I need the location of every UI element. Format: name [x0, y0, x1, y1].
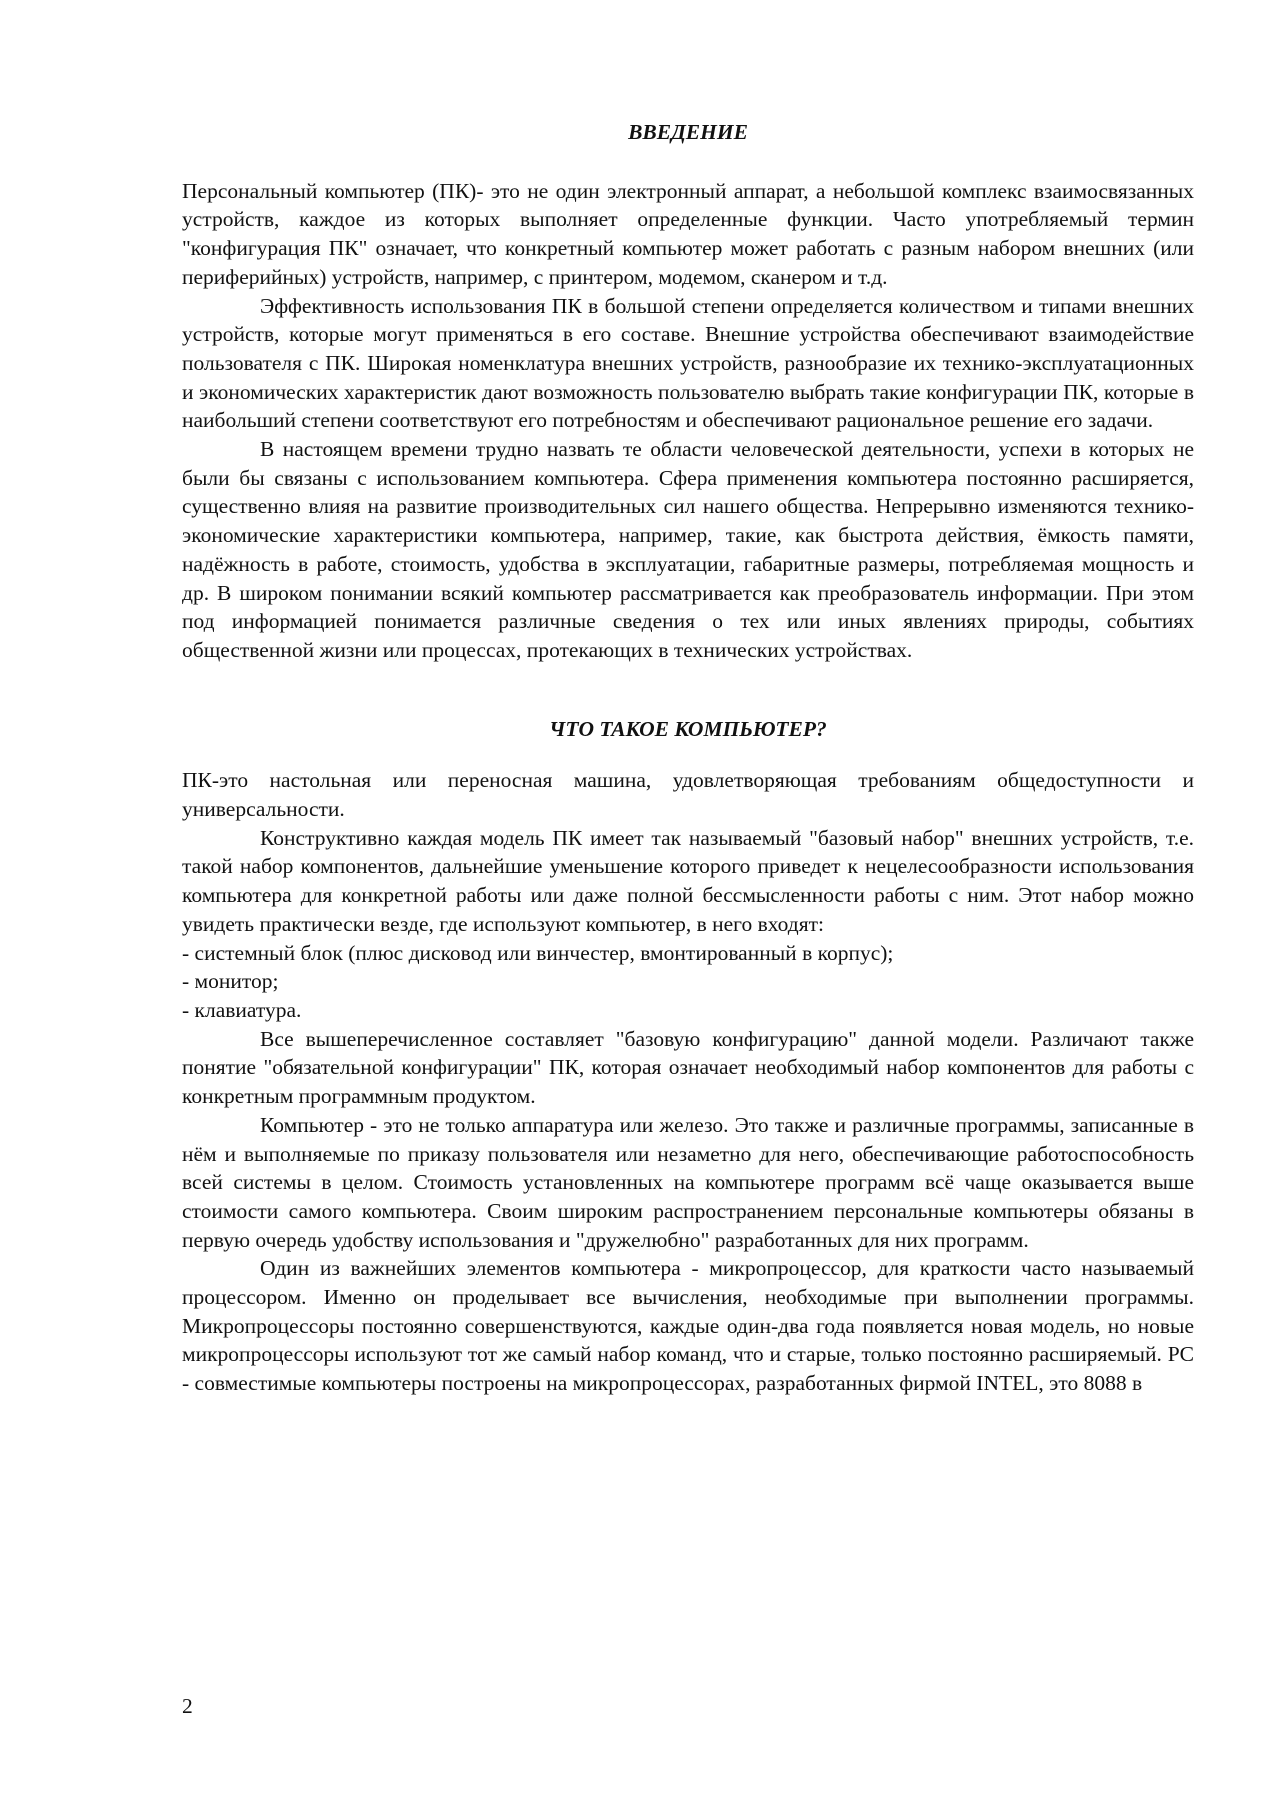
paragraph: Эффективность использования ПК в большой степени определяется количеством и типами внешних устройств, которые могут применяться в его составе. Внешние устройства обеспечивают взаимодействие пользователя с ПК. Широкая номенклатура внешних устройств, разнообразие их технико-эксплуатационных и экономических характеристик дают возможность пользователю выбрать такие конфигурации ПК, которые в наибольший степени соответствуют его потребностям и обеспечивают рациональное решение его задачи.	[182, 293, 1194, 433]
section-heading-what-is-computer: ЧТО ТАКОЕ КОМПЬЮТЕР?	[549, 716, 827, 741]
list-item: - системный блок (плюс дисковод или винчестер, вмонтированный в корпус);	[182, 940, 894, 965]
list-item: - монитор;	[182, 969, 279, 994]
document-page	[182, 118, 1194, 1398]
list-item: - клавиатура.	[182, 997, 302, 1022]
paragraph: Все вышеперечисленное составляет "базовую конфигурацию" данной модели. Различают также понятие "обязательной конфигурации" ПК, которая означает необходимый набор компонентов для работы с конкретным программным продуктом.	[182, 1026, 1194, 1109]
paragraph: Один из важнейших элементов компьютера - микропроцессор, для краткости часто называемый процессором. Именно он проделывает все вычисления, необходимые при выполнении программы. Микропроцессоры постоянно совершенствуются, каждые один-два года появляется новая модель, но новые микропроцессоры используют тот же самый набор команд, что и старые, только постоянно расширяемый. PC - совместимые компьютеры построены на микропроцессорах, разработанных фирмой INTEL, это 8088 в	[182, 1256, 1194, 1396]
paragraph: ПК-это настольная или переносная машина, удовлетворяющая требованиям общедоступности и универсальности.	[182, 768, 1194, 822]
paragraph: Персональный компьютер (ПК)- это не один электронный аппарат, а небольшой комплекс взаимосвязанных устройств, каждое из которых выполняет определенные функции. Часто употребляемый термин "конфигурация ПК" означает, что конкретный компьютер может работать с разным набором внешних (или периферийных) устройств, например, с принтером, модемом, сканером и т.д.	[182, 178, 1194, 289]
paragraph: Компьютер - это не только аппаратура или железо. Это также и различные программы, записанные в нём и выполняемые по приказу пользователя или незаметно для него, обеспечивающие работоспособность всей системы в целом. Стоимость установленных на компьютере программ всё чаще оказывается выше стоимости самого компьютера. Своим широким распространением персональные компьютеры обязаны в первую очередь удобству использования и "дружелюбно" разработанных для них программ.	[182, 1112, 1194, 1252]
paragraph: В настоящем времени трудно назвать те области человеческой деятельности, успехи в которых не были бы связаны с использованием компьютера. Сфера применения компьютера постоянно расширяется, существенно влияя на развитие производительных сил нашего общества. Непрерывно изменяются технико-экономические характеристики компьютера, например, такие, как быстрота действия, ёмкость памяти, надёжность в работе, стоимость, удобства в эксплуатации, габаритные размеры, потребляемая мощность и др. В широком понимании всякий компьютер рассматривается как преобразователь информации. При этом под информацией понимается различные сведения о тех или иных явлениях природы, событиях общественной жизни или процессах, протекающих в технических устройствах.	[182, 437, 1194, 662]
page-number: 2	[182, 1694, 193, 1718]
section-heading-introduction: ВВЕДЕНИЕ	[628, 120, 748, 144]
paragraph: Конструктивно каждая модель ПК имеет так называемый "базовый набор" внешних устройств, т.е. такой набор компонентов, дальнейшие уменьшение которого приведет к нецелесообразности использования компьютера для конкретной работы или даже полной бессмысленности работы с ним. Этот набор можно увидеть практически везде, где используют компьютер, в него входят:	[182, 825, 1194, 936]
